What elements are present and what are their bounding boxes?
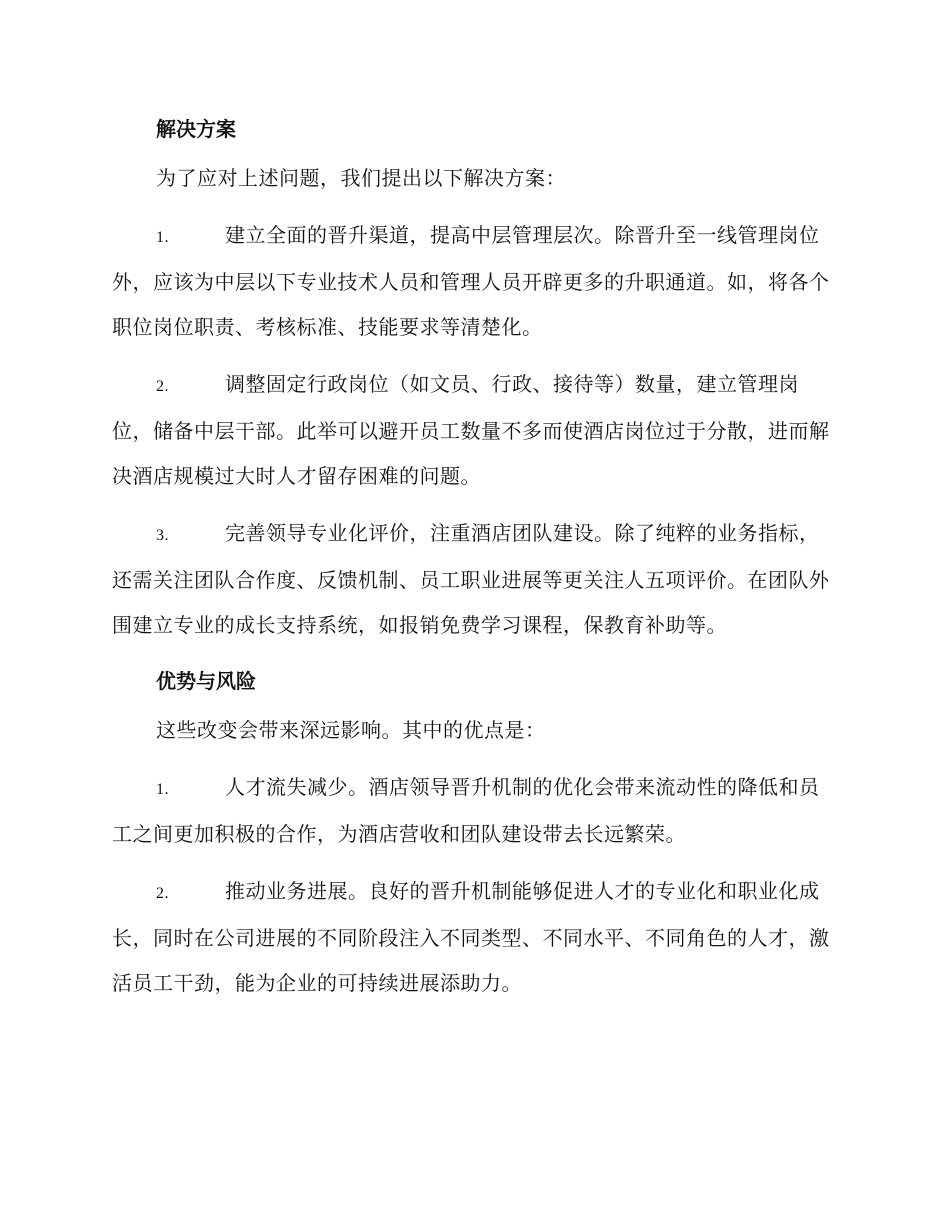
- list-item-number: 2.: [156, 885, 169, 902]
- list-item: [112, 362, 834, 499]
- list-item: [112, 511, 834, 648]
- list-item: [112, 869, 834, 1006]
- section-intro: 为了应对上述问题，我们提出以下解决方案：: [156, 166, 566, 190]
- list-item-text: 调整固定行政岗位（如文员、行政、接待等）数量，建立管理岗位，储备中层干部。此举可以避开员工数量不多而使酒店岗位过于分散，进而解决酒店规模过大时人才留存困难的问题。: [112, 372, 830, 488]
- list-item-number: 1.: [156, 781, 169, 798]
- list-item-text: 推动业务进展。良好的晋升机制能够促进人才的专业化和职业化成长，同时在公司进展的不同阶段注入不同类型、不同水平、不同角色的人才，激活员工干劲，能为企业的可持续进展添助力。: [112, 879, 830, 995]
- list-item-text: 人才流失减少。酒店领导晋升机制的优化会带来流动性的降低和员工之间更加积极的合作，为酒店营收和团队建设带去长远繁荣。: [112, 775, 820, 846]
- section-heading: 优势与风险: [156, 669, 256, 693]
- list-item-number: 2.: [156, 378, 169, 395]
- section-advantages-risks: [112, 662, 834, 1006]
- list-item-text: 建立全面的晋升渠道，提高中层管理层次。除晋升至一线管理岗位外，应该为中层以下专业技术人员和管理人员开辟更多的升职通道。如，将各个职位岗位职责、考核标准、技能要求等清楚化。: [112, 223, 830, 339]
- section-solutions: [112, 110, 834, 648]
- list-item-number: 1.: [156, 229, 169, 246]
- list-item-text: 完善领导专业化评价，注重酒店团队建设。除了纯粹的业务指标，还需关注团队合作度、反馈机制、员工职业进展等更关注人五项评价。在团队外围建立专业的成长支持系统，如报销免费学习课程，保教育补助等。: [112, 521, 830, 637]
- list-item: [112, 213, 834, 350]
- list-item-number: 3.: [156, 527, 169, 544]
- section-heading: 解决方案: [156, 117, 236, 141]
- document-page: [112, 110, 834, 1018]
- section-intro: 这些改变会带来深远影响。其中的优点是：: [156, 718, 546, 742]
- list-item: [112, 765, 834, 857]
